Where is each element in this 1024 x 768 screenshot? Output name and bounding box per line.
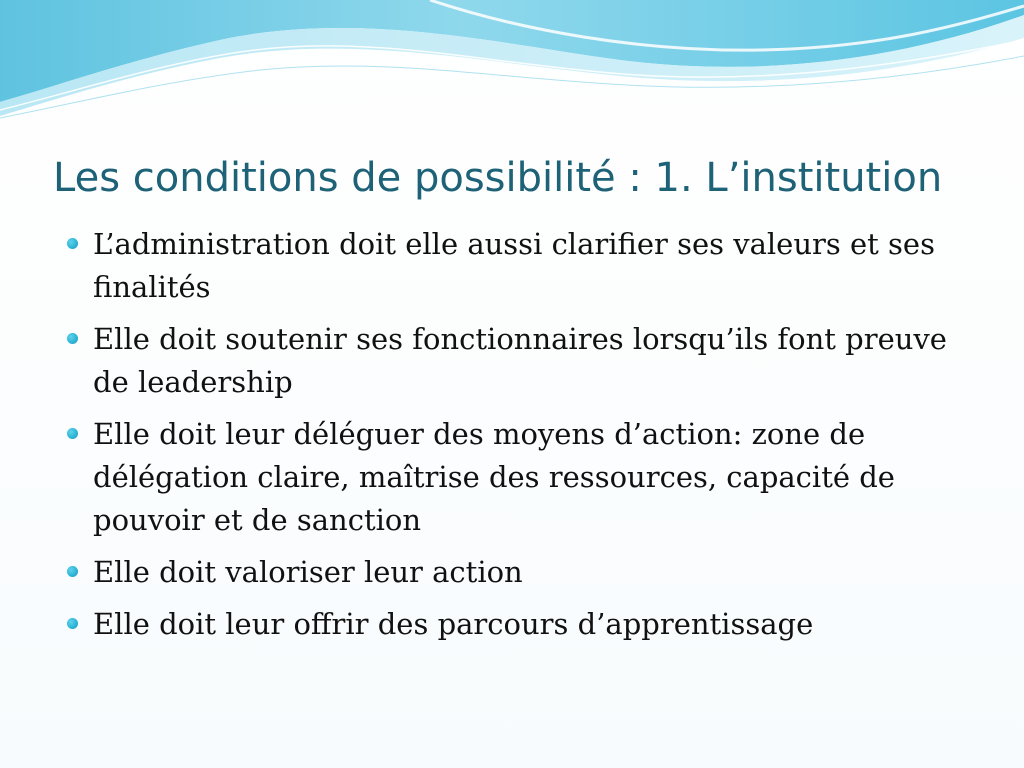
bullet-dot-icon bbox=[67, 238, 78, 249]
bullet-dot-icon bbox=[67, 333, 78, 344]
bullet-item bbox=[62, 551, 962, 594]
bullet-dot-icon bbox=[67, 618, 78, 629]
bullet-item bbox=[62, 223, 962, 309]
bullet-dot-icon bbox=[67, 566, 78, 577]
bullet-dot-icon bbox=[67, 428, 78, 439]
bullet-text: Elle doit valoriser leur action bbox=[93, 555, 523, 589]
bullet-item bbox=[62, 318, 962, 404]
bullet-text: Elle doit soutenir ses fonctionnaires lorsqu’ils font preuve de leadership bbox=[93, 322, 947, 399]
bullet-item bbox=[62, 603, 962, 646]
bullet-text: Elle doit leur déléguer des moyens d’action: zone de délégation claire, maîtrise des ressources, capacité de pouvoir et de sanction bbox=[93, 417, 895, 537]
bullet-list bbox=[62, 223, 962, 655]
bullet-item bbox=[62, 413, 962, 542]
bullet-text: Elle doit leur offrir des parcours d’apprentissage bbox=[93, 607, 814, 641]
bullet-text: L’administration doit elle aussi clarifier ses valeurs et ses finalités bbox=[93, 227, 935, 304]
slide-title: Les conditions de possibilité : 1. L’institution bbox=[53, 155, 943, 201]
header-wave-decoration bbox=[0, 0, 1024, 130]
